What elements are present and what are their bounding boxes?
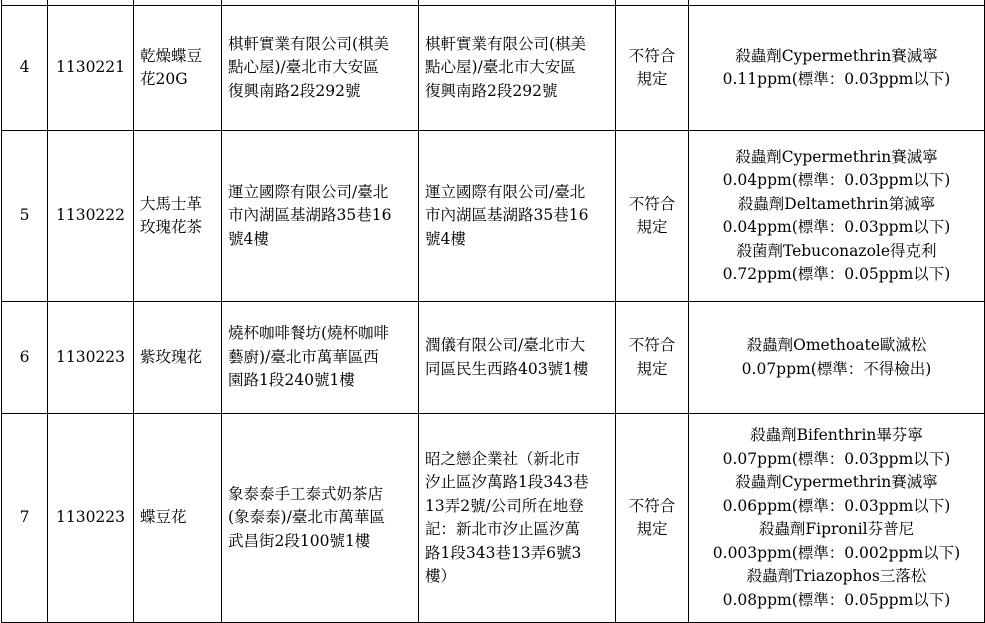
detection-detail-line: 0.07ppm(標準：不得檢出) — [741, 359, 932, 378]
manufacturer-address-line: 同區民生西路403號1樓 — [425, 359, 589, 378]
manufacturer-address-line: 潤儀有限公司/臺北市大 — [425, 336, 586, 354]
detection-detail-line: 0.72ppm(標準：0.05ppm以下) — [722, 265, 951, 283]
table-row — [2, 414, 985, 623]
manufacturer-address-line: 棋軒實業有限公司(棋美 — [425, 34, 587, 53]
row-number: 5 — [2, 131, 48, 302]
seller-address-line: 號4樓 — [228, 229, 269, 248]
seller-address-line: 市內湖區基湖路35巷16 — [228, 206, 392, 225]
detection-detail — [689, 131, 985, 302]
manufacturer-address-line: 運立國際有限公司/臺北 — [425, 182, 586, 201]
manufacturer-address — [419, 6, 616, 131]
detection-detail-line: 0.07ppm(標準：0.03ppm以下) — [722, 449, 951, 468]
product-name-line: 花20G — [140, 70, 188, 88]
row-number: 6 — [2, 302, 48, 414]
product-name — [134, 414, 222, 623]
result-status-line: 規定 — [636, 359, 668, 378]
manufacturer-address-line: 路1段343巷13弄6號3 — [425, 543, 582, 562]
manufacturer-address-line: 復興南路2段292號 — [425, 81, 558, 100]
sample-date: 1130223 — [48, 414, 134, 623]
result-status — [616, 414, 689, 623]
seller-address-line: (象泰泰)/臺北市萬華區 — [228, 508, 385, 527]
seller-address-line: 復興南路2段292號 — [228, 81, 361, 100]
seller-address-line: 藝廚)/臺北市萬華區西 — [228, 347, 379, 366]
result-status-line: 規定 — [636, 520, 668, 538]
detection-detail-line: 0.04ppm(標準：0.03ppm以下) — [722, 171, 951, 189]
detection-detail-line: 0.003ppm(標準：0.002ppm以下) — [712, 543, 961, 562]
row-number: 4 — [2, 6, 48, 131]
detection-detail-line: 0.04ppm(標準：0.03ppm以下) — [722, 218, 951, 236]
product-name — [134, 6, 222, 131]
manufacturer-address-line: 樓） — [425, 567, 457, 585]
manufacturer-address-line: 號4樓 — [425, 229, 466, 248]
seller-address-line: 園路1段240號1樓 — [228, 371, 355, 390]
detection-detail-line: 殺蟲劑Bifenthrin畢芬寧 — [750, 426, 923, 444]
product-name — [134, 131, 222, 302]
detection-detail-line: 殺蟲劑Cypermethrin賽滅寧 — [735, 46, 938, 65]
detection-detail-line: 0.06ppm(標準：0.03ppm以下) — [722, 496, 951, 515]
seller-address-line: 象泰泰手工泰式奶茶店 — [228, 484, 384, 503]
product-name-line: 乾燥蝶豆 — [140, 46, 203, 65]
manufacturer-address-line: 13弄2號/公司所在地登 — [425, 496, 584, 515]
detection-detail-line: 殺蟲劑Cypermethrin賽滅寧 — [735, 473, 938, 491]
detection-detail-line: 殺蟲劑Triazophos三落松 — [746, 567, 927, 585]
product-name — [134, 302, 222, 414]
detection-detail — [689, 6, 985, 131]
seller-address — [222, 6, 419, 131]
result-status — [616, 302, 689, 414]
table-body — [2, 0, 985, 623]
product-name-line: 玫瑰花茶 — [140, 218, 203, 236]
sample-date: 1130222 — [48, 131, 134, 302]
detection-detail-line: 殺蟲劑Omethoate歐滅松 — [746, 336, 927, 354]
result-status-line: 不符合 — [628, 496, 676, 515]
manufacturer-address-line: 點心屋)/臺北市大安區 — [425, 58, 576, 77]
inspection-results-table — [1, 0, 985, 623]
detection-detail-line: 殺菌劑Tebuconazole得克利 — [736, 241, 937, 260]
result-status — [616, 131, 689, 302]
seller-address-line: 武昌街2段100號1樓 — [228, 531, 371, 550]
manufacturer-address-line: 昭之戀企業社（新北市 — [425, 449, 581, 468]
table-row — [2, 6, 985, 131]
result-status — [616, 6, 689, 131]
detection-detail-line: 0.11ppm(標準：0.03ppm以下) — [722, 70, 951, 88]
detection-detail-line: 殺蟲劑Fipronil芬普尼 — [758, 520, 915, 538]
manufacturer-address — [419, 131, 616, 302]
detection-detail — [689, 414, 985, 623]
table-row — [2, 131, 985, 302]
detection-detail — [689, 302, 985, 414]
result-status-line: 規定 — [636, 218, 668, 236]
seller-address-line: 棋軒實業有限公司(棋美 — [228, 34, 390, 53]
product-name-line: 蝶豆花 — [140, 508, 187, 527]
row-number: 7 — [2, 414, 48, 623]
detection-detail-line: 0.08ppm(標準：0.05ppm以下) — [722, 590, 951, 609]
result-status-line: 不符合 — [628, 336, 676, 354]
table-row — [2, 302, 985, 414]
manufacturer-address-line: 汐止區汐萬路1段343巷 — [425, 473, 589, 491]
seller-address — [222, 131, 419, 302]
detection-detail-line: 殺蟲劑Cypermethrin賽滅寧 — [735, 147, 938, 166]
seller-address-line: 燒杯咖啡餐坊(燒杯咖啡 — [228, 324, 390, 343]
result-status-line: 不符合 — [628, 194, 676, 213]
product-name-line: 紫玫瑰花 — [140, 347, 203, 366]
result-status-line: 規定 — [636, 70, 668, 88]
seller-address — [222, 302, 419, 414]
manufacturer-address-line: 記：新北市汐止區汐萬 — [425, 520, 581, 538]
detection-detail-line: 殺蟲劑Deltamethrin第滅寧 — [737, 194, 936, 213]
seller-address-line: 點心屋)/臺北市大安區 — [228, 58, 379, 77]
seller-address-line: 運立國際有限公司/臺北 — [228, 182, 389, 201]
manufacturer-address — [419, 302, 616, 414]
seller-address — [222, 414, 419, 623]
sample-date: 1130221 — [48, 6, 134, 131]
sample-date: 1130223 — [48, 302, 134, 414]
manufacturer-address-line: 市內湖區基湖路35巷16 — [425, 206, 589, 225]
result-status-line: 不符合 — [628, 46, 676, 65]
product-name-line: 大馬士革 — [140, 194, 203, 213]
manufacturer-address — [419, 414, 616, 623]
